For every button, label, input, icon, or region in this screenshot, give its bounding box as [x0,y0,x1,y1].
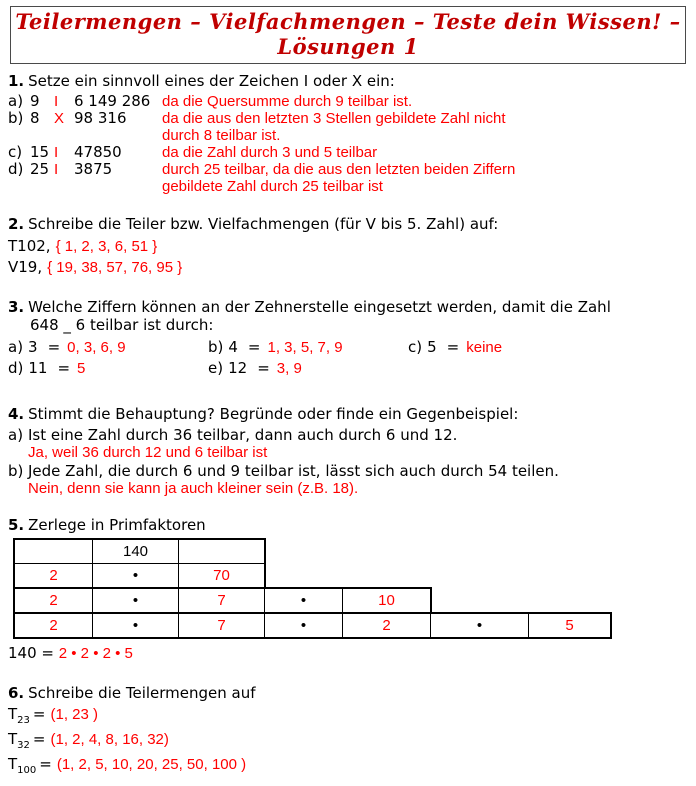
table-block-2 [13,587,432,614]
item-label: b) [208,338,224,356]
table-cell: 2 [49,592,58,609]
multiplication-dot: • [264,589,342,612]
section-4-title: Stimmt die Behauptung? Begründe oder finde ein Gegenbeispiel: [28,405,519,423]
section-3-heading [8,298,688,334]
set-symbol: T [8,705,18,723]
table-cell: 2 [342,614,430,637]
number-value: 47850 [74,143,122,161]
table-row-4 [15,614,610,637]
divisor: 12 [228,359,248,377]
s3-row-2 [8,358,688,379]
divisor-set-T102 [8,236,688,257]
answer-text [162,144,688,161]
set-subscript: 23 [17,715,30,726]
divisor-value: 8 [30,109,40,127]
answer-line: durch 25 teilbar, da die aus den letzten beiden Ziffern [162,161,516,178]
divisor-set-T32 [8,730,688,755]
set-label: V19, [8,258,43,276]
table-cell [178,540,264,563]
section-2-heading [8,215,688,233]
set-symbol: T [8,755,18,773]
table-block-3 [13,612,612,639]
multiplication-dot: • [430,614,528,637]
s3-row-1 [8,337,688,358]
section-2-title: Schreibe die Teiler bzw. Vielfachmengen (für V bis 5. Zahl) auf: [28,215,499,233]
prime-factor-table [13,538,688,639]
answer-line: durch 8 teilbar ist. [162,127,281,144]
section-1-heading [8,72,688,90]
divisor: 11 [28,359,48,377]
s3-item-c [408,337,688,358]
answer-line: da die Quersumme durch 9 teilbar ist. [162,93,413,110]
multiplication-dot: • [92,614,178,637]
item-label: e) [208,359,224,377]
answer: 1, 3, 5, 7, 9 [267,339,343,356]
s3-item-e [208,358,408,379]
result-label: 140 = [8,644,54,662]
s4-item-a-statement [8,426,688,444]
answer: keine [466,339,503,356]
section-1-number: 1. [8,72,25,90]
table-cell: 2 [49,617,58,634]
table-cell: 5 [528,614,610,637]
table-row-3 [15,589,430,612]
section-6-number: 6. [8,684,25,702]
equals-sign: = [47,338,61,356]
s4-item-b-answer: Nein, denn sie kann ja auch kleiner sein (z.B. 18). [28,480,359,497]
set-value: (1, 2, 4, 8, 16, 32) [50,731,169,748]
divisor-value: 25 [30,160,50,178]
statement-text: Jede Zahl, die durch 6 und 9 teilbar ist, lässt sich auch durch 54 teilen. [28,462,559,480]
answer-line: da die aus den letzten 3 Stellen gebildete Zahl nicht [162,110,506,127]
set-label: T102, [8,237,51,255]
answer-text [162,161,688,195]
multiple-set-V19 [8,257,688,278]
equals-sign: = [446,338,460,356]
item-label: a) [8,92,24,110]
multiplication-dot: • [92,564,178,587]
divisor: 5 [427,338,437,356]
answer: 5 [77,360,86,377]
multiplication-dot: • [92,589,178,612]
multiplication-dot: • [264,614,342,637]
item-label: a) [8,338,24,356]
answer: 3, 9 [276,360,302,377]
table-cell: 10 [342,589,430,612]
set-subscript: 100 [17,765,37,776]
number-value: 98 316 [74,109,127,127]
number-value: 3875 [74,160,113,178]
table-cell [15,540,92,563]
section-6-heading [8,684,688,702]
item-label: d) [8,359,24,377]
item-label: b) [8,462,24,480]
section-6-divisor-sets [8,684,688,780]
table-row-2 [15,563,264,587]
section-3-title-line2: 648 _ 6 teilbar ist durch: [30,316,214,334]
item-label: b) [8,109,24,127]
section-1-title: Setze ein sinnvoll eines der Zeichen I oder X ein: [28,72,395,90]
s3-item-a [8,337,208,358]
set-subscript: 32 [17,740,30,751]
section-4-heading [8,405,688,423]
divides-sign: I [54,161,59,178]
section-5-prime-factors [8,516,688,664]
equals-sign: = [57,359,71,377]
statement-text: Ist eine Zahl durch 36 teilbar, dann auch durch 6 und 12. [28,426,458,444]
section-2-number: 2. [8,215,25,233]
table-cell-140: 140 [92,540,178,563]
divisor-set-T100 [8,755,688,780]
set-value: (1, 23 ) [50,706,99,723]
table-cell: 2 [49,567,58,584]
section-4-number: 4. [8,405,25,423]
s1-item-d [8,161,688,195]
divisor-value: 15 [30,143,50,161]
divisor-set-T23 [8,705,688,730]
table-row-1 [15,540,264,563]
section-1-divisibility-signs [8,72,688,195]
item-label: c) [408,338,423,356]
s3-item-d [8,358,208,379]
equals-sign: = [32,730,46,748]
section-6-title: Schreibe die Teilermengen auf [28,684,256,702]
item-label: d) [8,160,24,178]
answer-text [162,110,688,144]
divides-sign: I [54,93,59,110]
section-3-number: 3. [8,298,25,316]
s4-item-b-statement [8,462,688,480]
divisor: 3 [28,338,38,356]
s1-item-b [8,110,688,144]
equals-sign: = [32,705,46,723]
section-4-claims [8,405,688,498]
divides-sign: X [54,110,65,127]
section-3-title-line1: Welche Ziffern können an der Zehnerstelle eingesetzt werden, damit die Zahl [28,298,611,316]
answer-line: da die Zahl durch 3 und 5 teilbar [162,144,378,161]
set-value: (1, 2, 5, 10, 20, 25, 50, 100 ) [56,756,247,773]
answer: 0, 3, 6, 9 [67,339,126,356]
section-5-number: 5. [8,516,25,534]
divisor: 4 [228,338,238,356]
set-symbol: T [8,730,18,748]
divides-sign: I [54,144,59,161]
divisor-value: 9 [30,92,40,110]
number-value: 6 149 286 [74,92,151,110]
section-2-divisor-sets [8,215,688,278]
prime-factorization-result [8,643,688,664]
set-value: { 1, 2, 3, 6, 51 } [55,238,158,255]
item-label: a) [8,426,24,444]
s4-item-a-answer: Ja, weil 36 durch 12 und 6 teilbar ist [28,444,268,461]
item-label: c) [8,143,23,161]
answer-line: gebildete Zahl durch 25 teilbar ist [162,178,383,195]
table-cell: 7 [178,589,264,612]
result-value: 2 • 2 • 2 • 5 [58,645,133,662]
equals-sign: = [247,338,261,356]
s1-item-c [8,144,688,161]
section-5-title: Zerlege in Primfaktoren [28,516,206,534]
answer-text [162,93,688,110]
table-cell: 70 [178,564,264,587]
equals-sign: = [39,755,52,773]
page-title: Teilermengen – Vielfachmengen – Teste dein Wissen! – Lösungen 1 [15,9,681,59]
table-cell: 7 [178,614,264,637]
table-block-1 [13,538,266,589]
equals-sign: = [257,359,270,377]
s3-item-b [208,337,408,358]
title-box [10,6,686,64]
section-5-heading [8,516,688,534]
section-3-tens-digit [8,298,688,379]
set-value: { 19, 38, 57, 76, 95 } [47,259,183,276]
s1-item-a [8,93,688,110]
